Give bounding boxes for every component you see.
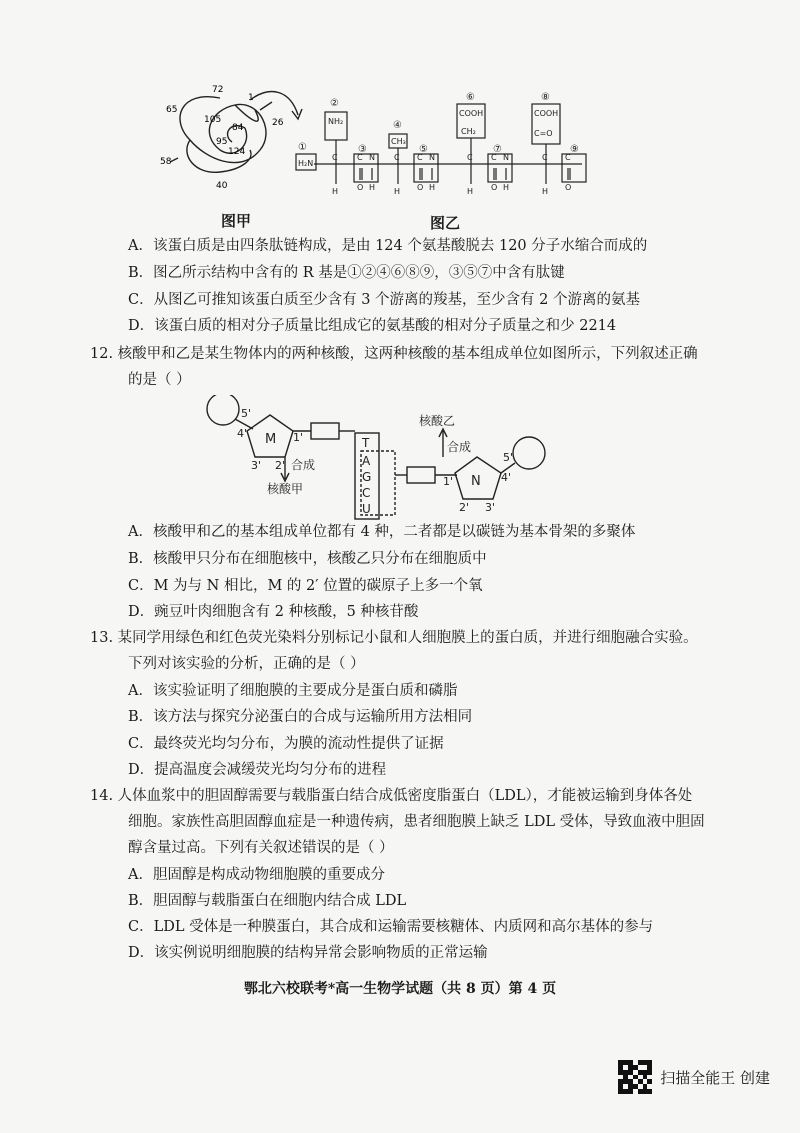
yi-circ-6: ⑥ <box>466 92 475 103</box>
q12-option-c: C．M 为与 N 相比，M 的 2′ 位置的碳原子上多一个氧 <box>128 578 483 594</box>
yi-n2: N <box>429 153 435 162</box>
yi-circ-8: ⑧ <box>541 92 550 103</box>
jia-label-1: 1 <box>248 93 254 103</box>
yi-r8-cooh: COOH <box>534 109 559 118</box>
q12-m3: 3' <box>251 459 262 472</box>
yi-circ-4: ④ <box>393 120 402 131</box>
q13-option-b: B．该方法与探究分泌蛋白的合成与运输所用方法相同 <box>128 709 473 725</box>
yi-c1: C <box>332 153 338 162</box>
q12-hesuanjia: 核酸甲 <box>267 482 304 496</box>
q14-stem-line2: 细胞。家族性高胆固醇血症是一种遗传病，患者细胞膜上缺乏 LDL 受体，导致血液中胆固 <box>128 814 705 830</box>
jia-label-58: 58 <box>160 157 172 167</box>
yi-c5: C <box>467 153 473 162</box>
q13-option-a: A．该实验证明了细胞膜的主要成分是蛋白质和磷脂 <box>128 683 458 699</box>
q12-m5: 5' <box>241 407 252 420</box>
yi-h1: H <box>332 187 339 196</box>
q12-base-T: T <box>362 436 370 450</box>
q12-n5: 5' <box>503 451 514 464</box>
q12-option-b: B．核酸甲只分布在细胞核中，核酸乙只分布在细胞质中 <box>128 551 487 567</box>
yi-circ-3: ③ <box>358 144 367 155</box>
yi-r6-cooh: COOH <box>459 109 484 118</box>
jia-label-84: 84 <box>232 123 244 133</box>
page-footer: 鄂北六校联考*高一生物学试题（共 8 页）第 4 页 <box>243 981 557 997</box>
yi-c8: C <box>565 153 571 162</box>
yi-n1: N <box>369 153 375 162</box>
q13-stem-line1: 13. 某同学用绿色和红色荧光染料分别标记小鼠和人细胞膜上的蛋白质，并进行细胞融合实验。 <box>90 630 698 646</box>
q12-hecheng-1: 合成 <box>291 458 316 472</box>
q12-n2: 2' <box>459 501 470 514</box>
q12-hecheng-2: 合成 <box>447 440 472 454</box>
q12-base-U: U <box>362 502 371 516</box>
scanner-watermark <box>618 1060 770 1094</box>
jia-label-72: 72 <box>212 85 224 95</box>
jia-label-40: 40 <box>216 181 228 191</box>
q12-label-N: N <box>471 474 481 489</box>
q12-m4: 4' <box>237 427 248 440</box>
yi-h5: H <box>467 187 474 196</box>
yi-h3: H <box>394 187 401 196</box>
q11-option-b: B．图乙所示结构中含有的 R 基是①②④⑥⑧⑨，③⑤⑦中含有肽键 <box>128 265 565 281</box>
yi-c6: C <box>491 153 497 162</box>
jia-label-65: 65 <box>166 105 178 115</box>
figure-jia-caption: 图甲 <box>221 212 252 230</box>
q12-n4: 4' <box>501 471 512 484</box>
yi-r8-co: C=O <box>534 129 553 138</box>
qr-code-icon <box>618 1060 652 1094</box>
yi-c2: C <box>357 153 363 162</box>
q12-n3: 3' <box>485 501 496 514</box>
yi-h7: H <box>542 187 549 196</box>
yi-o3: O <box>491 183 498 192</box>
yi-circ-7: ⑦ <box>493 144 502 155</box>
q14-option-a: A．胆固醇是构成动物细胞膜的重要成分 <box>128 867 385 883</box>
q12-stem-line1: 12. 核酸甲和乙是某生物体内的两种核酸，这两种核酸的基本组成单位如图所示，下列叙述正确 <box>90 346 698 362</box>
yi-circ-2: ② <box>330 98 339 109</box>
yi-o2: O <box>417 183 424 192</box>
yi-r6-ch2: CH₂ <box>461 127 476 136</box>
q14-stem-line1: 14. 人体血浆中的胆固醇需要与载脂蛋白结合成低密度脂蛋白（LDL），才能被运输到身体各处 <box>90 788 693 804</box>
q12-base-C: C <box>362 486 371 500</box>
q14-option-d: D．该实例说明细胞膜的结构异常会影响物质的正常运输 <box>128 945 488 961</box>
q13-option-d: D．提高温度会减缓荧光均匀分布的进程 <box>128 762 387 778</box>
yi-h2n: H₂N <box>298 159 314 168</box>
q12-option-a: A．核酸甲和乙的基本组成单位都有 4 种，二者都是以碳链为基本骨架的多聚体 <box>128 524 636 540</box>
jia-label-124: 124 <box>228 147 246 157</box>
yi-circ-9: ⑨ <box>570 144 579 155</box>
yi-circ-1: ① <box>298 142 307 153</box>
yi-h6: H <box>503 183 510 192</box>
q11-option-c: C．从图乙可推知该蛋白质至少含有 3 个游离的羧基，至少含有 2 个游离的氨基 <box>128 292 640 308</box>
scanner-label: 扫描全能王 创建 <box>660 1068 770 1087</box>
yi-n3: N <box>503 153 509 162</box>
q13-option-c: C．最终荧光均匀分布，为膜的流动性提供了证据 <box>128 736 444 752</box>
yi-h4: H <box>429 183 436 192</box>
q12-hesuanyi: 核酸乙 <box>419 414 456 428</box>
figure-yi-caption: 图乙 <box>430 214 461 232</box>
figure-yi-peptide-structure <box>292 90 592 208</box>
yi-r4-ch3: CH₃ <box>391 137 406 146</box>
q11-option-a: A．该蛋白质是由四条肽链构成，是由 124 个氨基酸脱去 120 分子水缩合而成的 <box>128 238 648 254</box>
jia-label-26: 26 <box>272 118 284 128</box>
yi-circ-5: ⑤ <box>419 144 428 155</box>
jia-label-105: 105 <box>204 115 222 125</box>
yi-c4: C <box>417 153 423 162</box>
q12-label-M: M <box>265 432 277 447</box>
q12-m1: 1' <box>293 431 304 444</box>
q12-option-d: D．豌豆叶肉细胞含有 2 种核酸，5 种核苷酸 <box>128 604 419 620</box>
q12-nucleotide-diagram <box>195 395 585 520</box>
q14-option-c: C．LDL 受体是一种膜蛋白，其合成和运输需要核糖体、内质网和高尔基体的参与 <box>128 919 654 935</box>
q14-option-b: B．胆固醇与载脂蛋白在细胞内结合成 LDL <box>128 893 407 909</box>
yi-h2: H <box>369 183 376 192</box>
yi-o1: O <box>357 183 364 192</box>
q14-stem-line3: 醇含量过高。下列有关叙述错误的是（ ） <box>128 840 394 856</box>
q11-option-d: D．该蛋白质的相对分子质量比组成它的氨基酸的相对分子质量之和少 2214 <box>128 318 617 334</box>
jia-label-95: 95 <box>216 137 228 147</box>
q12-base-G: G <box>362 470 372 484</box>
q12-m2: 2' <box>275 459 286 472</box>
q13-stem-line2: 下列对该实验的分析，正确的是（ ） <box>128 656 365 672</box>
yi-o4: O <box>565 183 572 192</box>
yi-r2-nh2: NH₂ <box>328 117 344 126</box>
q12-base-A: A <box>362 454 371 468</box>
yi-c7: C <box>542 153 548 162</box>
q12-stem-line2: 的是（ ） <box>128 372 191 388</box>
q12-n1: 1' <box>443 475 454 488</box>
yi-c3: C <box>394 153 400 162</box>
